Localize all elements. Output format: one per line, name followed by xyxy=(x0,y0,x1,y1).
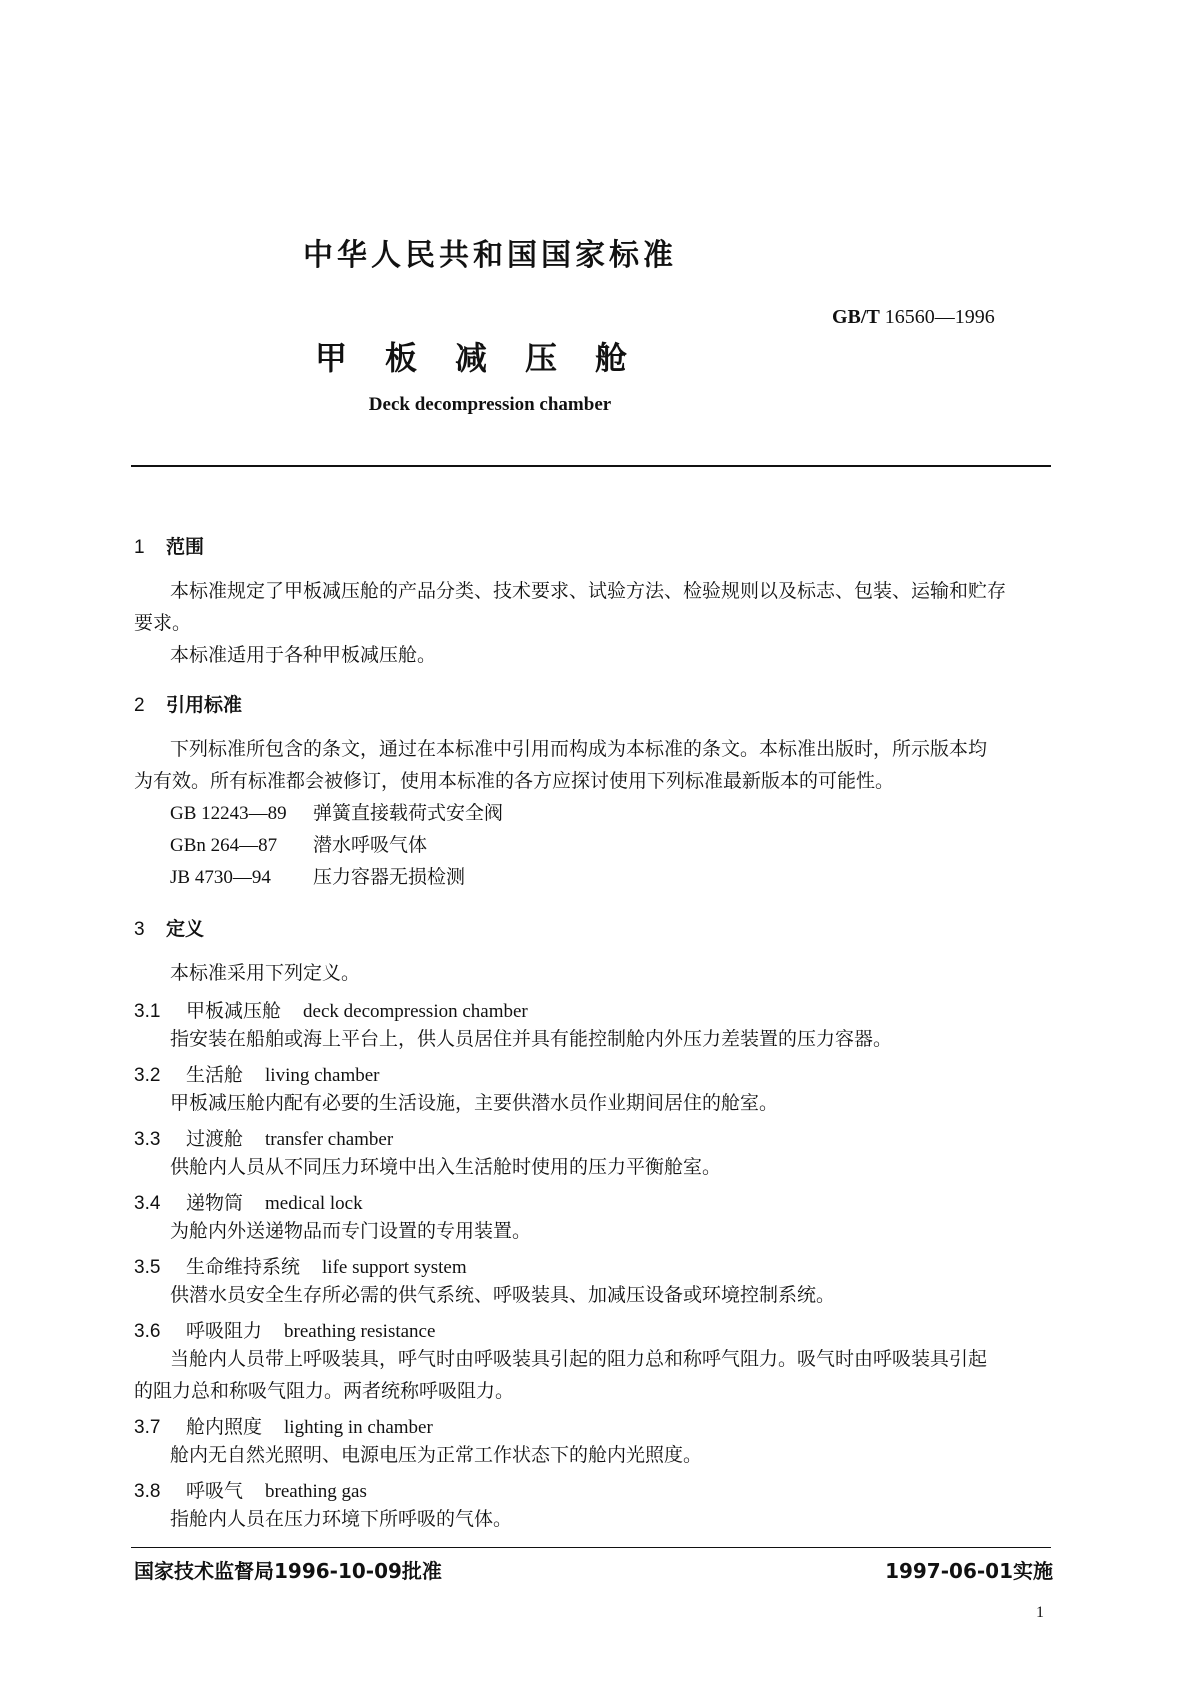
section-2-heading: 2 引用标准 xyxy=(134,694,243,716)
definition-term: 3.2 生活舱 living chamber xyxy=(134,1064,380,1086)
section-2-para-line-1: 下列标准所包含的条文，通过在本标准中引用而构成为本标准的条文。本标准出版时，所示版本均 xyxy=(170,738,988,760)
definition-term: 3.7 舱内照度 lighting in chamber xyxy=(134,1416,433,1438)
reference-item: JB 4730—94 压力容器无损检测 xyxy=(170,866,466,888)
section-1-para-1-line-2: 要求。 xyxy=(134,612,192,634)
section-1-heading: 1 范围 xyxy=(134,536,205,558)
definition-term: 3.3 过渡舱 transfer chamber xyxy=(134,1128,394,1150)
definition-desc: 指舱内人员在压力环境下所呼吸的气体。 xyxy=(170,1508,513,1530)
footer-divider xyxy=(131,1547,1051,1548)
page-number: 1 xyxy=(1036,1604,1044,1621)
standard-heading: 中华人民共和国国家标准 xyxy=(303,238,677,273)
standard-code-number: 16560—1996 xyxy=(884,306,995,328)
definition-desc: 指安装在船舶或海上平台上，供人员居住并具有能控制舱内外压力差装置的压力容器。 xyxy=(170,1028,893,1050)
definition-desc: 舱内无自然光照明、电源电压为正常工作状态下的舱内光照度。 xyxy=(170,1444,703,1466)
standard-code-prefix: GB/T xyxy=(832,306,880,328)
section-1-para-1-line-1: 本标准规定了甲板减压舱的产品分类、技术要求、试验方法、检验规则以及标志、包装、运输和贮存 xyxy=(170,580,1007,602)
definition-desc-cont: 的阻力总和称吸气阻力。两者统称呼吸阻力。 xyxy=(134,1380,515,1402)
definition-desc: 供舱内人员从不同压力环境中出入生活舱时使用的压力平衡舱室。 xyxy=(170,1156,722,1178)
standard-code xyxy=(832,306,995,329)
definition-term: 3.8 呼吸气 breathing gas xyxy=(134,1480,367,1502)
effective-date-text: 1997-06-01实施 xyxy=(885,1559,1053,1583)
reference-item: GBn 264—87 潜水呼吸气体 xyxy=(170,834,428,856)
approval-text: 国家技术监督局1996-10-09批准 xyxy=(134,1559,442,1583)
definition-desc: 为舱内外送递物品而专门设置的专用装置。 xyxy=(170,1220,532,1242)
definition-term: 3.4 递物筒 medical lock xyxy=(134,1192,363,1214)
section-2-para-line-2: 为有效。所有标准都会被修订，使用本标准的各方应探讨使用下列标准最新版本的可能性。 xyxy=(134,770,895,792)
section-3-heading: 3 定义 xyxy=(134,918,205,940)
definition-desc: 供潜水员安全生存所必需的供气系统、呼吸装具、加减压设备或环境控制系统。 xyxy=(170,1284,836,1306)
section-1-para-2: 本标准适用于各种甲板减压舱。 xyxy=(170,644,437,666)
reference-item: GB 12243—89 弹簧直接载荷式安全阀 xyxy=(170,802,504,824)
definition-term: 3.6 呼吸阻力 breathing resistance xyxy=(134,1320,436,1342)
document-title-en: Deck decompression chamber xyxy=(368,394,612,415)
section-3-intro: 本标准采用下列定义。 xyxy=(170,962,361,984)
header-divider xyxy=(131,465,1051,467)
document-title-cn: 甲板减压舱 xyxy=(314,339,665,377)
definition-term: 3.1 甲板减压舱 deck decompression chamber xyxy=(134,1000,528,1022)
definition-desc: 甲板减压舱内配有必要的生活设施，主要供潜水员作业期间居住的舱室。 xyxy=(170,1092,779,1114)
definition-term: 3.5 生命维持系统 life support system xyxy=(134,1256,467,1278)
definition-desc: 当舱内人员带上呼吸装具，呼气时由呼吸装具引起的阻力总和称呼气阻力。吸气时由呼吸装具引起 xyxy=(170,1348,988,1370)
